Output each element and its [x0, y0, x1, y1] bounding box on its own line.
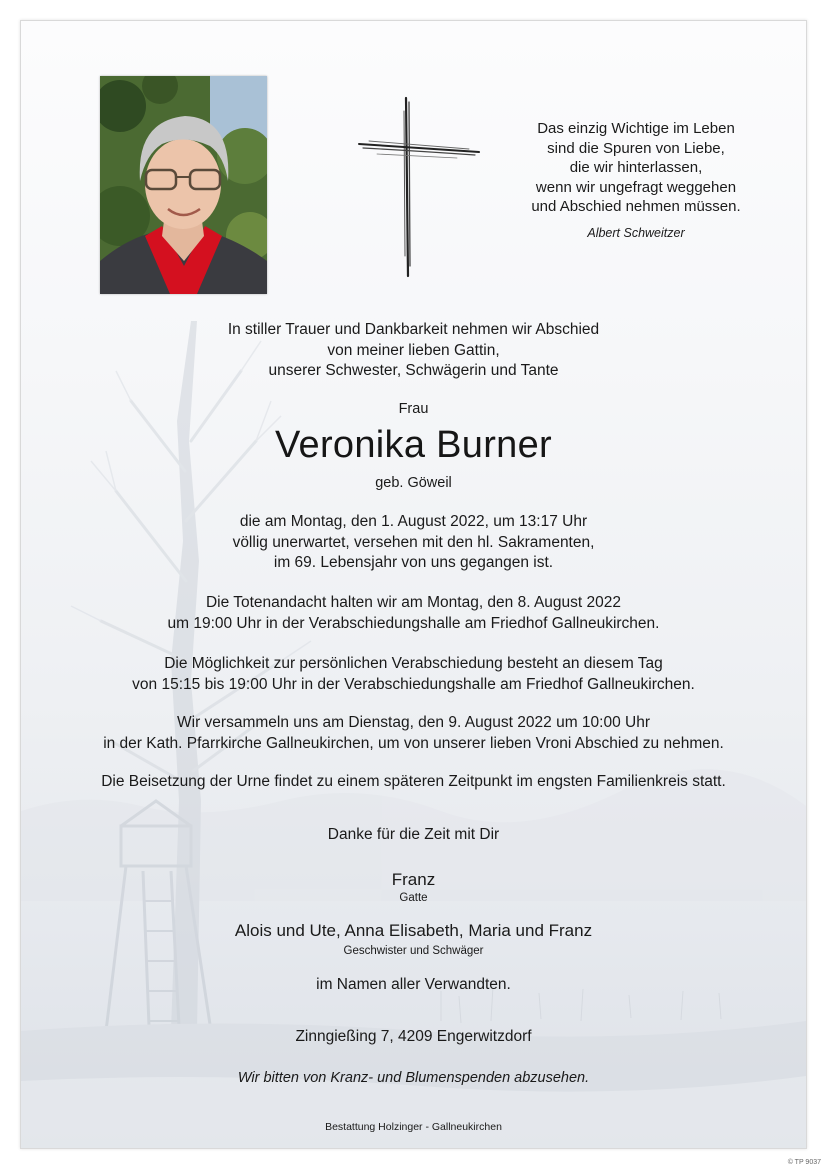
service-notice — [21, 713, 806, 754]
reference-code: © TP 9037 — [787, 1159, 821, 1166]
vigil-line: um 19:00 Uhr in der Verabschiedungshalle am Friedhof Gallneukirchen. — [167, 614, 660, 632]
burial-notice: Die Beisetzung der Urne findet zu einem späteren Zeitpunkt im engsten Familienkreis statt. — [101, 773, 726, 790]
service-line: in der Kath. Pfarrkirche Gallneukirchen, um von unserer lieben Vroni Abschied zu nehmen. — [103, 734, 724, 752]
quote-line: Das einzig Wichtige im Leben — [537, 120, 735, 137]
quote — [461, 119, 807, 244]
thanks-text: Danke für die Zeit mit Dir — [327, 826, 500, 843]
quote-line: die wir hinterlassen, — [569, 159, 703, 177]
vigil-line: Die Totenandacht halten wir am Montag, den 8. August 2022 — [205, 594, 622, 611]
birth-name: geb. Göweil — [375, 475, 452, 491]
quote-line: sind die Spuren von Liebe, — [547, 139, 725, 157]
intro-text — [21, 320, 806, 382]
intro-line: von meiner lieben Gattin, — [327, 341, 500, 359]
deceased-name: Veronika Burner — [275, 424, 552, 466]
death-notice-line: die am Montag, den 1. August 2022, um 13:17 Uhr — [239, 513, 588, 530]
mourner-name: Alois und Ute, Anna Elisabeth, Maria und Franz — [234, 921, 593, 940]
mourner-role: Geschwister und Schwäger — [343, 945, 484, 957]
relatives-text: im Namen aller Verwandten. — [316, 976, 511, 993]
intro-line: In stiller Trauer und Dankbarkeit nehmen wir Abschied — [227, 321, 600, 338]
quote-author: Albert Schweitzer — [587, 225, 685, 240]
portrait-photo — [100, 76, 267, 294]
intro-line: unserer Schwester, Schwägerin und Tante — [268, 362, 559, 380]
undertaker: Bestattung Holzinger - Gallneukirchen — [325, 1121, 502, 1133]
mourner-name: Franz — [391, 870, 436, 889]
farewell-notice — [21, 654, 806, 695]
farewell-line: Die Möglichkeit zur persönlichen Verabschiedung besteht an diesem Tag — [164, 655, 663, 672]
death-notice-line: im 69. Lebensjahr von uns gegangen ist. — [273, 554, 554, 572]
obituary-card — [20, 20, 807, 1149]
salutation: Frau — [398, 401, 429, 417]
quote-line: und Abschied nehmen müssen. — [531, 198, 741, 216]
mourner-role: Gatte — [399, 892, 428, 904]
death-notice-line: völlig unerwartet, versehen mit den hl. Sakramenten, — [232, 533, 595, 551]
quote-line: wenn wir ungefragt weggehen — [535, 178, 737, 196]
address: Zinngießing 7, 4209 Engerwitzdorf — [295, 1028, 532, 1045]
service-line: Wir versammeln uns am Dienstag, den 9. August 2022 um 10:00 Uhr — [177, 714, 650, 731]
death-notice — [21, 512, 806, 574]
farewell-line: von 15:15 bis 19:00 Uhr in der Verabschiedungshalle am Friedhof Gallneukirchen. — [132, 675, 695, 693]
vigil-notice — [21, 593, 806, 634]
donation-request: Wir bitten von Kranz- und Blumenspenden abzusehen. — [237, 1070, 590, 1086]
